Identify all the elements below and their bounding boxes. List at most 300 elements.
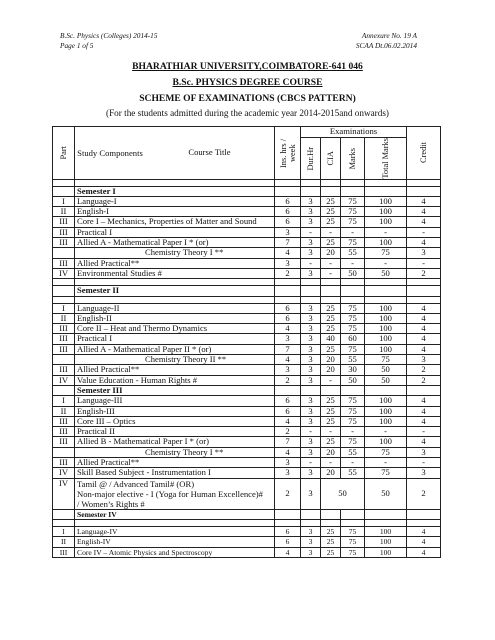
table-cell: 75 bbox=[341, 238, 365, 248]
table-cell: 3 bbox=[301, 238, 321, 248]
table-cell bbox=[275, 296, 301, 303]
table-row bbox=[53, 437, 441, 447]
table-cell: Chemistry Theory I ** bbox=[75, 248, 275, 258]
table-cell bbox=[275, 385, 301, 395]
table-cell: 4 bbox=[407, 207, 441, 217]
table-cell bbox=[301, 279, 321, 286]
table-row bbox=[53, 406, 441, 416]
table-cell bbox=[53, 519, 75, 526]
table-cell: - bbox=[321, 375, 341, 385]
table-cell: - bbox=[407, 427, 441, 437]
table-cell: 3 bbox=[275, 458, 301, 468]
table-cell: 4 bbox=[275, 324, 301, 334]
table-cell: 25 bbox=[321, 313, 341, 323]
table-cell: III bbox=[53, 217, 75, 227]
table-cell bbox=[365, 186, 407, 196]
table-cell: 3 bbox=[301, 365, 321, 375]
table-cell: I bbox=[53, 303, 75, 313]
table-cell: 3 bbox=[301, 355, 321, 365]
table-cell: IV bbox=[53, 468, 75, 478]
table-cell: 20 bbox=[321, 365, 341, 375]
table-cell: III bbox=[53, 324, 75, 334]
table-cell: 100 bbox=[365, 344, 407, 354]
table-cell: - bbox=[301, 227, 321, 237]
table-cell: 2 bbox=[275, 375, 301, 385]
table-cell: II bbox=[53, 313, 75, 323]
table-cell: 3 bbox=[301, 406, 321, 416]
table-cell: 3 bbox=[407, 355, 441, 365]
table-cell: 4 bbox=[407, 396, 441, 406]
table-cell: 75 bbox=[341, 196, 365, 206]
table-cell: 100 bbox=[365, 547, 407, 557]
table-cell: Core IV – Atomic Physics and Spectroscopy bbox=[75, 547, 275, 557]
header-left bbox=[60, 31, 157, 51]
table-cell: 75 bbox=[341, 303, 365, 313]
table-cell bbox=[301, 385, 321, 395]
table-cell: 4 bbox=[407, 196, 441, 206]
table-row bbox=[53, 248, 441, 258]
table-cell: 3 bbox=[275, 334, 301, 344]
table-cell: 25 bbox=[321, 437, 341, 447]
table-cell: 25 bbox=[321, 396, 341, 406]
table-cell: 6 bbox=[275, 537, 301, 547]
table-cell bbox=[301, 179, 321, 186]
table-cell: Core III – Optics bbox=[75, 416, 275, 426]
table-cell: Chemistry Theory I ** bbox=[75, 447, 275, 457]
table-cell: 20 bbox=[321, 355, 341, 365]
table-cell: 100 bbox=[365, 196, 407, 206]
header-right-line1: Annexure No. 19 A bbox=[361, 31, 417, 40]
table-cell bbox=[53, 286, 75, 296]
table-cell bbox=[275, 179, 301, 186]
table-cell: - bbox=[341, 258, 365, 268]
table-row bbox=[53, 324, 441, 334]
table-cell bbox=[365, 279, 407, 286]
table-cell: 100 bbox=[365, 437, 407, 447]
table-row bbox=[53, 526, 441, 536]
table-cell: II bbox=[53, 537, 75, 547]
table-cell: 6 bbox=[275, 396, 301, 406]
col-ins-hrs: Ins. hrs / week bbox=[275, 127, 301, 180]
table-cell: III bbox=[53, 416, 75, 426]
table-cell bbox=[275, 519, 301, 526]
table-cell: 7 bbox=[275, 344, 301, 354]
table-cell: Practical I bbox=[75, 334, 275, 344]
header-left-line1: B.Sc. Physics (Colleges) 2014-15 bbox=[60, 31, 158, 40]
semester-1-title: Semester I bbox=[75, 186, 275, 196]
col-study-course bbox=[75, 127, 275, 180]
table-row bbox=[53, 313, 441, 323]
table-cell bbox=[53, 279, 75, 286]
table-cell: - bbox=[341, 458, 365, 468]
table-cell: 3 bbox=[301, 344, 321, 354]
table-cell bbox=[321, 179, 341, 186]
table-cell bbox=[75, 519, 275, 526]
table-cell: 2 bbox=[407, 375, 441, 385]
table-cell bbox=[365, 286, 407, 296]
table-cell bbox=[341, 286, 365, 296]
table-cell: 3 bbox=[275, 365, 301, 375]
table-cell: 6 bbox=[275, 196, 301, 206]
table-cell: 50 bbox=[365, 478, 407, 509]
table-cell: Chemistry Theory II ** bbox=[75, 355, 275, 365]
course-title: B.Sc. PHYSICS DEGREE COURSE bbox=[172, 77, 323, 88]
table-cell bbox=[321, 509, 341, 519]
table-cell bbox=[75, 478, 275, 509]
table-cell: 4 bbox=[275, 355, 301, 365]
table-cell bbox=[407, 186, 441, 196]
table-cell: 3 bbox=[301, 468, 321, 478]
table-cell bbox=[75, 179, 275, 186]
table-cell: 3 bbox=[301, 375, 321, 385]
table-row bbox=[53, 365, 441, 375]
table-cell bbox=[321, 519, 341, 526]
table-cell: 3 bbox=[275, 227, 301, 237]
col-course-title: Course Title bbox=[188, 147, 231, 158]
table-cell: 75 bbox=[341, 526, 365, 536]
tamil-line3: / Women’s Rights # bbox=[77, 498, 145, 509]
table-cell: IV bbox=[53, 268, 75, 278]
table-cell: 6 bbox=[275, 207, 301, 217]
table-cell: 6 bbox=[275, 303, 301, 313]
table-cell bbox=[407, 519, 441, 526]
table-cell: - bbox=[341, 427, 365, 437]
table-cell: 2 bbox=[275, 478, 301, 509]
table-cell: - bbox=[365, 227, 407, 237]
admitted-note: (For the students admitted during the academic year 2014-2015and onwards) bbox=[106, 108, 389, 118]
table-cell: 50 bbox=[365, 375, 407, 385]
table-cell: 75 bbox=[341, 344, 365, 354]
table-cell bbox=[341, 279, 365, 286]
header-row-1 bbox=[53, 127, 441, 138]
spacer-row bbox=[53, 179, 441, 186]
table-cell: 4 bbox=[407, 547, 441, 557]
table-cell: III bbox=[53, 238, 75, 248]
table-cell: 2 bbox=[407, 478, 441, 509]
table-cell: III bbox=[53, 547, 75, 557]
table-cell: 3 bbox=[275, 258, 301, 268]
table-cell: 20 bbox=[321, 248, 341, 258]
table-cell: 100 bbox=[365, 537, 407, 547]
table-cell bbox=[341, 509, 365, 519]
table-cell bbox=[301, 286, 321, 296]
table-cell bbox=[407, 296, 441, 303]
university-title: BHARATHIAR UNIVERSITY,COIMBATORE-641 046 bbox=[132, 61, 363, 72]
table-cell: 75 bbox=[341, 416, 365, 426]
table-cell: English-II bbox=[75, 313, 275, 323]
table-cell: 50 bbox=[365, 365, 407, 375]
table-cell bbox=[407, 279, 441, 286]
table-cell: 3 bbox=[301, 447, 321, 457]
table-cell: 3 bbox=[301, 268, 321, 278]
table-cell: 100 bbox=[365, 324, 407, 334]
table-cell: 50 bbox=[341, 268, 365, 278]
col-study-components: Study Components bbox=[77, 147, 143, 158]
table-cell bbox=[321, 385, 341, 395]
table-cell: 20 bbox=[321, 447, 341, 457]
table-cell: - bbox=[321, 227, 341, 237]
table-cell: Allied Practical** bbox=[75, 258, 275, 268]
table-cell: 4 bbox=[407, 238, 441, 248]
table-cell: 7 bbox=[275, 437, 301, 447]
table-cell bbox=[301, 509, 321, 519]
table-cell bbox=[365, 179, 407, 186]
table-cell: III bbox=[53, 365, 75, 375]
table-cell: - bbox=[321, 258, 341, 268]
table-cell: 75 bbox=[341, 547, 365, 557]
table-cell: 55 bbox=[341, 447, 365, 457]
table-cell: III bbox=[53, 344, 75, 354]
table-cell: - bbox=[407, 227, 441, 237]
table-cell: 55 bbox=[341, 355, 365, 365]
table-cell: 3 bbox=[407, 248, 441, 258]
table-cell bbox=[365, 385, 407, 395]
table-cell: III bbox=[53, 334, 75, 344]
table-cell: - bbox=[365, 458, 407, 468]
semester-4-title: Semester IV bbox=[75, 509, 275, 519]
table-cell: - bbox=[301, 427, 321, 437]
table-cell: 100 bbox=[365, 207, 407, 217]
table-cell: 3 bbox=[301, 303, 321, 313]
table-cell: 3 bbox=[301, 547, 321, 557]
table-cell: 25 bbox=[321, 196, 341, 206]
table-cell: Value Education - Human Rights # bbox=[75, 375, 275, 385]
semester-heading bbox=[53, 509, 441, 519]
header-right bbox=[356, 31, 417, 51]
table-cell: English-I bbox=[75, 207, 275, 217]
col-part: Part bbox=[53, 127, 75, 180]
table-cell: 3 bbox=[301, 196, 321, 206]
table-cell: 75 bbox=[365, 248, 407, 258]
col-credit: Credit bbox=[407, 127, 441, 180]
table-cell: 3 bbox=[301, 334, 321, 344]
table-cell bbox=[275, 279, 301, 286]
col-dur-hr: Dur.Hr bbox=[301, 138, 321, 180]
table-cell: - bbox=[407, 258, 441, 268]
table-row bbox=[53, 355, 441, 365]
table-cell bbox=[341, 296, 365, 303]
table-cell: II bbox=[53, 406, 75, 416]
table-cell: 75 bbox=[341, 313, 365, 323]
table-cell bbox=[341, 186, 365, 196]
table-cell: 60 bbox=[341, 334, 365, 344]
table-cell: 7 bbox=[275, 238, 301, 248]
table-cell bbox=[53, 447, 75, 457]
table-cell: 55 bbox=[341, 468, 365, 478]
table-cell: - bbox=[301, 258, 321, 268]
table-row-tamil bbox=[53, 478, 441, 509]
table-cell: 25 bbox=[321, 324, 341, 334]
spacer-row bbox=[53, 279, 441, 286]
table-cell bbox=[341, 519, 365, 526]
table-cell: Practical I bbox=[75, 227, 275, 237]
table-cell: - bbox=[301, 458, 321, 468]
spacer-row bbox=[53, 296, 441, 303]
table-cell bbox=[301, 296, 321, 303]
table-cell: 55 bbox=[341, 248, 365, 258]
table-row bbox=[53, 447, 441, 457]
table-cell: 3 bbox=[301, 537, 321, 547]
table-row bbox=[53, 344, 441, 354]
table-cell: Core I – Mechanics, Properties of Matter and Sound bbox=[75, 217, 275, 227]
table-cell bbox=[407, 179, 441, 186]
table-cell: 6 bbox=[275, 217, 301, 227]
table-row bbox=[53, 238, 441, 248]
table-cell: 4 bbox=[407, 334, 441, 344]
table-row bbox=[53, 196, 441, 206]
table-cell: 3 bbox=[301, 248, 321, 258]
table-cell: - bbox=[321, 458, 341, 468]
table-cell: - bbox=[365, 258, 407, 268]
table-cell: 4 bbox=[407, 344, 441, 354]
table-cell: 6 bbox=[275, 313, 301, 323]
table-cell: 25 bbox=[321, 526, 341, 536]
table-cell bbox=[75, 296, 275, 303]
table-cell: 75 bbox=[341, 396, 365, 406]
table-cell: 4 bbox=[407, 313, 441, 323]
table-cell bbox=[301, 186, 321, 196]
table-cell bbox=[321, 296, 341, 303]
table-cell: 3 bbox=[301, 217, 321, 227]
table-cell bbox=[53, 248, 75, 258]
table-cell: 100 bbox=[365, 217, 407, 227]
table-cell: - bbox=[321, 427, 341, 437]
table-cell bbox=[53, 355, 75, 365]
table-cell: 25 bbox=[321, 537, 341, 547]
col-cia: CIA bbox=[321, 138, 341, 180]
table-cell: 25 bbox=[321, 303, 341, 313]
table-cell bbox=[275, 509, 301, 519]
table-cell: 4 bbox=[407, 406, 441, 416]
table-cell bbox=[407, 385, 441, 395]
table-row bbox=[53, 334, 441, 344]
table-cell: 100 bbox=[365, 406, 407, 416]
table-cell: III bbox=[53, 427, 75, 437]
table-cell: 2 bbox=[407, 365, 441, 375]
table-row bbox=[53, 268, 441, 278]
table-cell bbox=[365, 296, 407, 303]
table-cell: 3 bbox=[407, 468, 441, 478]
table-cell: 4 bbox=[407, 437, 441, 447]
table-cell: 2 bbox=[275, 268, 301, 278]
table-row bbox=[53, 427, 441, 437]
table-cell: 20 bbox=[321, 468, 341, 478]
table-cell bbox=[275, 286, 301, 296]
table-cell bbox=[321, 279, 341, 286]
table-cell: III bbox=[53, 437, 75, 447]
table-row bbox=[53, 217, 441, 227]
table-cell: III bbox=[53, 258, 75, 268]
table-cell: Allied Practical** bbox=[75, 458, 275, 468]
semester-heading bbox=[53, 286, 441, 296]
table-cell: 100 bbox=[365, 313, 407, 323]
table-cell: 4 bbox=[275, 416, 301, 426]
table-cell: 25 bbox=[321, 547, 341, 557]
header-left-line2: Page 1 of 5 bbox=[60, 41, 94, 50]
table-cell bbox=[321, 186, 341, 196]
table-cell: 25 bbox=[321, 344, 341, 354]
table-cell: 4 bbox=[407, 303, 441, 313]
table-cell: 25 bbox=[321, 416, 341, 426]
table-cell: 4 bbox=[275, 547, 301, 557]
table-cell: 4 bbox=[407, 526, 441, 536]
table-cell: I bbox=[53, 396, 75, 406]
table-cell: 75 bbox=[365, 355, 407, 365]
table-cell: 3 bbox=[301, 207, 321, 217]
table-row bbox=[53, 258, 441, 268]
table-cell: 75 bbox=[365, 468, 407, 478]
table-cell: Practical II bbox=[75, 427, 275, 437]
semester-2-title: Semester II bbox=[75, 286, 275, 296]
table-cell bbox=[407, 509, 441, 519]
table-cell bbox=[275, 186, 301, 196]
table-cell bbox=[53, 179, 75, 186]
table-cell: 3 bbox=[301, 324, 321, 334]
scheme-title: SCHEME OF EXAMINATIONS (CBCS PATTERN) bbox=[139, 93, 356, 104]
table-cell: Language-II bbox=[75, 303, 275, 313]
table-cell: IV bbox=[53, 478, 75, 509]
table-cell: III bbox=[53, 227, 75, 237]
table-row bbox=[53, 207, 441, 217]
table-row bbox=[53, 468, 441, 478]
table-cell: - bbox=[321, 268, 341, 278]
table-row bbox=[53, 396, 441, 406]
table-cell: 100 bbox=[365, 238, 407, 248]
table-cell bbox=[301, 519, 321, 526]
table-row bbox=[53, 537, 441, 547]
table-cell: I bbox=[53, 526, 75, 536]
table-cell: 4 bbox=[407, 537, 441, 547]
semester-3-title: Semester III bbox=[75, 385, 275, 395]
col-total-marks: Total Marks bbox=[365, 138, 407, 180]
table-cell bbox=[341, 179, 365, 186]
table-cell bbox=[341, 385, 365, 395]
table-cell: 4 bbox=[407, 217, 441, 227]
table-cell: Language-IV bbox=[75, 526, 275, 536]
table-cell: 50 bbox=[341, 375, 365, 385]
table-cell: Allied B - Mathematical Paper I * (or) bbox=[75, 437, 275, 447]
table-cell: 4 bbox=[275, 248, 301, 258]
table-cell: 2 bbox=[407, 268, 441, 278]
table-cell bbox=[53, 186, 75, 196]
table-cell: 25 bbox=[321, 238, 341, 248]
table-row bbox=[53, 416, 441, 426]
table-cell: 50 bbox=[321, 478, 365, 509]
table-cell: 3 bbox=[301, 396, 321, 406]
tamil-line2: Non-major elective - I (Yoga for Human Excellence)# bbox=[77, 488, 263, 499]
table-cell: 75 bbox=[341, 324, 365, 334]
table-cell: English-IV bbox=[75, 537, 275, 547]
table-cell: 25 bbox=[321, 217, 341, 227]
table-cell: 6 bbox=[275, 526, 301, 536]
table-row bbox=[53, 458, 441, 468]
table-cell: Allied A - Mathematical Paper II * (or) bbox=[75, 344, 275, 354]
table-cell: 100 bbox=[365, 396, 407, 406]
table-cell: 75 bbox=[341, 406, 365, 416]
table-row bbox=[53, 303, 441, 313]
table-cell bbox=[53, 296, 75, 303]
table-cell: 75 bbox=[341, 537, 365, 547]
table-cell: 4 bbox=[407, 416, 441, 426]
table-cell bbox=[365, 519, 407, 526]
table-row bbox=[53, 227, 441, 237]
table-cell: 100 bbox=[365, 303, 407, 313]
table-cell: 100 bbox=[365, 334, 407, 344]
table-cell bbox=[365, 509, 407, 519]
table-cell: 3 bbox=[301, 437, 321, 447]
table-cell: 6 bbox=[275, 406, 301, 416]
table-cell: 25 bbox=[321, 207, 341, 217]
